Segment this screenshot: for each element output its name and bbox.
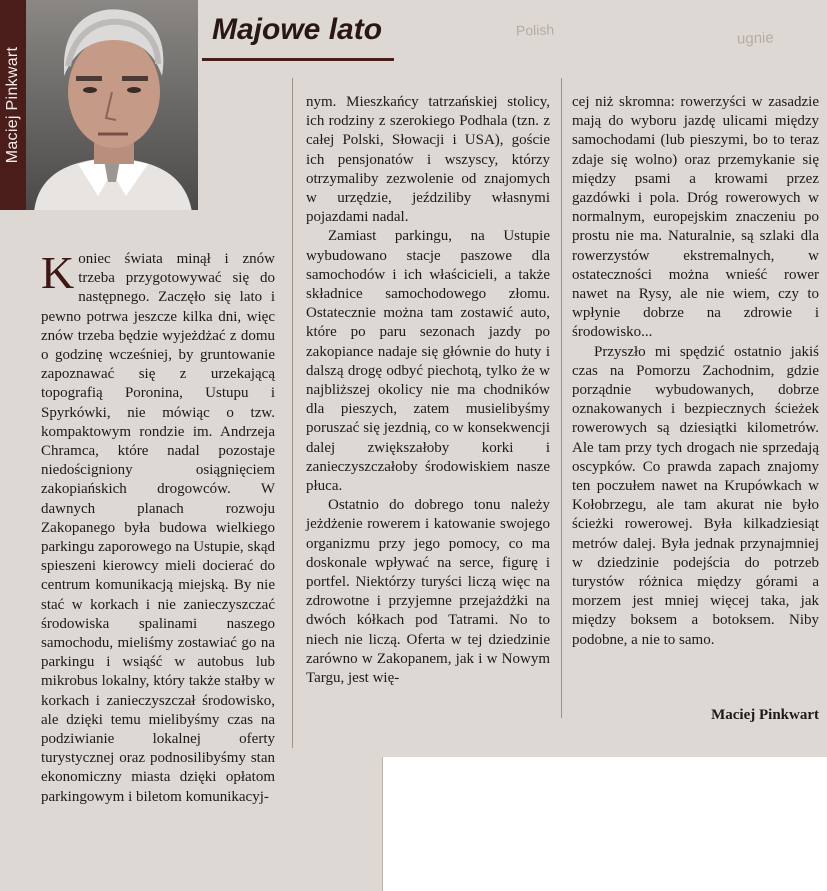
- author-photo: [26, 0, 198, 210]
- drop-cap: K: [41, 247, 75, 298]
- article-signature: Maciej Pinkwart: [711, 707, 819, 723]
- paragraph-text: oniec świata minął i znów trzeba przygotowywać się do następnego. Zaczęło się lato i pewno potrwa jeszcze kilka dni, więc znów trzeba będzie wyjeżdżać z domu o godzinę wcześniej, by gruntowanie zapoznawać się z urzekającą topografią Poronina, Ustupu i Spyrkówki, nie mówiąc o tzw. kompaktowym rondzie im. Andrzeja Chramca, które nadal pozostaje niedościgniony osiągnięciem zakopiańskich drogowców. W dawnych planach rozwoju Zakopanego była budowa wielkiego parkingu zaporowego na Ustupie, skąd spieszeni kierowcy mieli docierać do centrum komunikacją miejską. By nie stać w korkach i nie zanieczyszczać środowiska spalinami naszego samochodu, mieliśmy zostawiać go na parkingu i wsiąść w autobus lub mikrobus lokalny, który także stałby w korkach i zanieczyszczał środowisko, ale dzięki temu mielibyśmy czas na podziwianie lokalnej oferty turystycznej oraz podnosilibyśmy stan ekonomiczny miasta dzięki opłatom parkingowym i biletom komunikacyj-: [41, 251, 275, 805]
- paragraph: Przyszło mi spędzić ostatnio jakiś czas na Pomorzu Zachodnim, gdzie porządnie wybudowanych, dobrze oznakowanych i bezpiecznych ścieżek rowerowych są dziesiątki kilometrów. Ale tam przy tych drogach nie sprzedają oscypków. Co prawda zapach znajomy ten poczułem nawet na Krupówkach w Kołobrzegu, ale tam akurat nie było ścieżki rowerowej. Była kilkadziesiąt metrów dalej. Była jednak przynajmniej w dziedzinie podejścia do potrzeb turystów różnica między górami a morzem jest mniej więcej taka, jak między boksem a botoksem. Niby podobne, a nie to samo.: [572, 343, 819, 648]
- paragraph: Zamiast parkingu, na Ustupie wybudowano stacje paszowe dla samochodów i ich właścicieli, a także składnice samochodowego złomu. Ostatecznie można tam zostawić auto, które po paru sezonach jazdy po zakopiance nadaje się głównie do huty i dalszą drogę odbyć piechotą, tylko że w najbliższej okolicy nie ma chodników dla pieszych, zatem musielibyśmy poruszać się jezdnią, co w konsekwencji dalej zwiększałoby korki i zanieczyszczałoby środowiskiem nasze płuca.: [306, 228, 550, 495]
- author-name-vertical: Maciej Pinkwart: [4, 46, 21, 164]
- author-sidebar: [0, 0, 26, 210]
- article-column-3: [572, 93, 819, 650]
- paragraph: Ostatnio do dobrego tonu należy jeżdżenie rowerem i katowanie swojego organizmu przy jego pomocy, co ma doskonale wpływać na serce, figurę i portfel. Niektórzy turyści liczą więc na zdrowotne i przyjemne przejażdżki na dwóch kółkach pod Tatrami. No to niech nie liczą. Oferta w tej dziedzinie zarówno w Zakopanem, jak i w Nowym Targu, jest wię-: [306, 497, 550, 687]
- headline-rule: [202, 58, 394, 61]
- paragraph: cej niż skromna: rowerzyści w zasadzie mają do wyboru jazdę ulicami między samochodami (lub pieszymi, bo to teraz zdaje się wolno) oraz przemykanie się między psami a krowami przez gazdówki i pola. Dróg rowerowych w normalnym, europejskim znaczeniu po prostu nie ma. Naturalnie, są szlaki dla rowerzystów ekstremalnych, w ostateczności można wnieść rower nawet na Rysy, ale nie wiem, czy to wpłynie dobrze na zdrowie i środowisko...: [572, 94, 819, 341]
- column-rule: [561, 78, 562, 718]
- paragraph: [41, 247, 275, 807]
- background-fragment: ugnie: [736, 29, 774, 48]
- headline: Majowe lato: [212, 13, 383, 46]
- article-column-2: [306, 93, 550, 688]
- paragraph: nym. Mieszkańcy tatrzańskiej stolicy, ich rodziny z szerokiego Podhala (tzn. z całej Polski, Słowacji i USA), goście ich pensjonatów i wszyscy, którzy otrzymaliby zezwolenie od znajomych w urzędzie, jeździliby własnymi pojazdami nadal.: [306, 94, 550, 226]
- clipping-edge: [382, 757, 383, 891]
- background-fragment: Polish: [515, 21, 555, 39]
- article-column-1: [41, 247, 275, 807]
- column-rule: [292, 78, 293, 748]
